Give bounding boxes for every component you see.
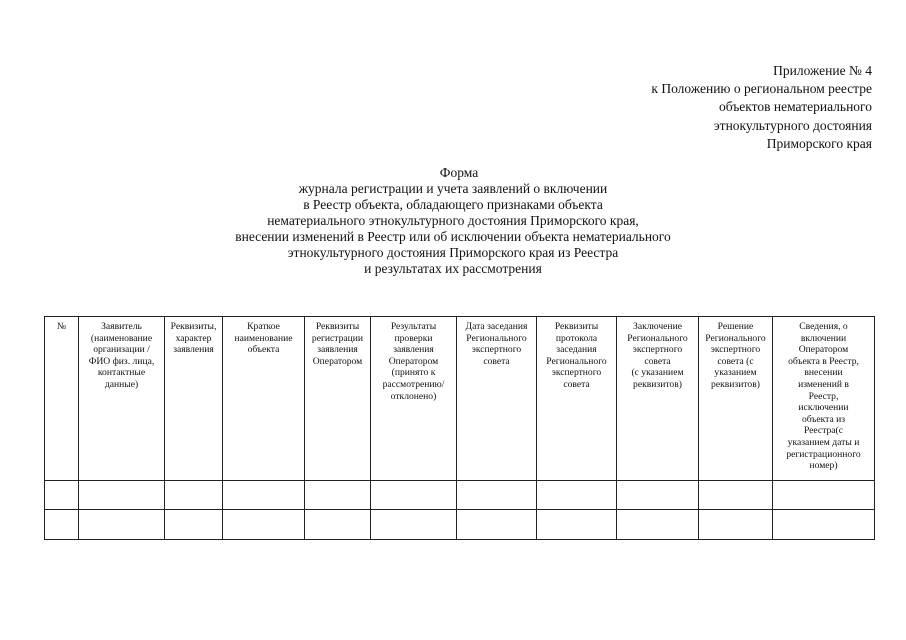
column-header-line: регистрационного bbox=[786, 448, 861, 460]
table-cell[interactable] bbox=[699, 481, 773, 510]
table-cell[interactable] bbox=[537, 481, 617, 510]
table-cell[interactable] bbox=[165, 481, 223, 510]
appendix-line: объектов нематериального bbox=[719, 99, 872, 115]
column-header-line: наименование bbox=[234, 332, 293, 344]
table-cell[interactable] bbox=[165, 510, 223, 540]
column-header-line: проверки bbox=[394, 332, 433, 344]
table-cell[interactable] bbox=[79, 481, 165, 510]
column-header-line: Сведения, о bbox=[799, 321, 848, 332]
column-header bbox=[305, 317, 371, 481]
column-header-line: заявления bbox=[173, 344, 214, 356]
table-cell[interactable] bbox=[45, 510, 79, 540]
column-header bbox=[617, 317, 699, 481]
column-header-line: исключении bbox=[798, 402, 849, 414]
column-header-line: заседания bbox=[556, 344, 597, 356]
column-header bbox=[773, 317, 875, 481]
column-header-line: Заключение bbox=[633, 321, 682, 332]
column-header-line: организации / bbox=[93, 344, 150, 356]
column-header-line: совета bbox=[483, 355, 510, 367]
column-header-line: Реквизиты bbox=[554, 321, 599, 332]
column-header bbox=[537, 317, 617, 481]
table-cell[interactable] bbox=[699, 510, 773, 540]
form-title-line: и результатах их рассмотрения bbox=[364, 261, 542, 276]
table-row bbox=[45, 510, 875, 540]
form-title-line: журнала регистрации и учета заявлений о включении bbox=[298, 181, 608, 196]
column-header-line: заявления bbox=[393, 344, 434, 356]
column-header-line: совета (с bbox=[717, 355, 754, 367]
table-cell[interactable] bbox=[457, 510, 537, 540]
column-header-line: экспертного bbox=[710, 344, 761, 356]
column-header-line: заявления bbox=[317, 344, 358, 356]
column-header-line: характер bbox=[175, 332, 212, 344]
column-header-line: реквизитов) bbox=[711, 378, 760, 390]
column-header-line: объекта в Реестр, bbox=[788, 355, 859, 367]
table-cell[interactable] bbox=[773, 510, 875, 540]
column-header-line: рассмотрению/ bbox=[382, 378, 445, 390]
column-header-line: (с указанием bbox=[631, 367, 684, 379]
table-cell[interactable] bbox=[305, 481, 371, 510]
column-header-line: указанием даты и bbox=[787, 436, 860, 448]
column-header-line: Краткое bbox=[247, 321, 280, 332]
column-header-line: объекта bbox=[247, 344, 280, 356]
form-title-line: этнокультурного достояния Приморского края из Реестра bbox=[287, 245, 619, 260]
column-header-line: номер) bbox=[809, 460, 838, 472]
column-header-line: объекта из bbox=[801, 413, 846, 425]
form-title-line: нематериального этнокультурного достояния Приморского края, bbox=[267, 213, 639, 228]
column-header bbox=[457, 317, 537, 481]
column-header bbox=[79, 317, 165, 481]
table-cell[interactable] bbox=[371, 481, 457, 510]
column-header-line: Оператором bbox=[388, 355, 439, 367]
column-header-line: экспертного bbox=[471, 344, 522, 356]
column-header-line: Дата заседания bbox=[465, 321, 528, 332]
column-header-line: Регионального bbox=[705, 332, 766, 344]
column-header-line: Решение bbox=[717, 321, 754, 332]
appendix-line: этнокультурного достояния bbox=[713, 117, 872, 133]
table-cell[interactable] bbox=[617, 510, 699, 540]
column-header-line: отклонено) bbox=[390, 390, 437, 402]
column-header-line: реквизитов) bbox=[633, 378, 682, 390]
column-header bbox=[371, 317, 457, 481]
column-header-line: № bbox=[56, 321, 67, 332]
registration-journal-table bbox=[44, 316, 875, 540]
table-cell[interactable] bbox=[617, 481, 699, 510]
column-header-line: Заявитель bbox=[101, 321, 142, 332]
form-title bbox=[0, 165, 906, 277]
column-header-line: данные) bbox=[104, 378, 139, 390]
column-header bbox=[223, 317, 305, 481]
table-row bbox=[45, 481, 875, 510]
column-header-line: совета bbox=[563, 378, 590, 390]
column-header-line: указанием bbox=[714, 367, 757, 379]
column-header bbox=[165, 317, 223, 481]
column-header-line: совета bbox=[644, 355, 671, 367]
table-header-row bbox=[45, 317, 875, 481]
column-header-line: внесении bbox=[804, 367, 843, 379]
column-header-line: ФИО физ. лица, bbox=[88, 355, 155, 367]
appendix-line: к Положению о региональном реестре bbox=[651, 81, 872, 97]
column-header-line: (наименование bbox=[90, 332, 153, 344]
column-header-line: Регионального bbox=[546, 355, 607, 367]
column-header-line: Реестр, bbox=[808, 390, 839, 402]
table-cell[interactable] bbox=[537, 510, 617, 540]
appendix-line: Приложение № 4 bbox=[773, 63, 872, 78]
column-header-line: (принято к bbox=[391, 367, 436, 379]
column-header-line: Реквизиты, bbox=[170, 321, 217, 332]
column-header-line: Регионального bbox=[466, 332, 527, 344]
column-header-line: экспертного bbox=[632, 344, 683, 356]
column-header-line: Реквизиты bbox=[315, 321, 360, 332]
column-header bbox=[699, 317, 773, 481]
column-header-line: контактные bbox=[97, 367, 146, 379]
table-cell[interactable] bbox=[305, 510, 371, 540]
form-title-line: внесении изменений в Реестр или об исключении объекта нематериального bbox=[235, 229, 671, 244]
table-cell[interactable] bbox=[79, 510, 165, 540]
column-header-line: включении bbox=[800, 332, 847, 344]
table-cell[interactable] bbox=[457, 481, 537, 510]
table-cell[interactable] bbox=[45, 481, 79, 510]
column-header-line: Оператором bbox=[312, 355, 363, 367]
table-cell[interactable] bbox=[223, 481, 305, 510]
column-header-line: изменений в bbox=[798, 378, 849, 390]
table-cell[interactable] bbox=[223, 510, 305, 540]
table-cell[interactable] bbox=[371, 510, 457, 540]
column-header-line: Результаты bbox=[390, 321, 437, 332]
column-header-line: Регионального bbox=[627, 332, 688, 344]
column-header-line: протокола bbox=[555, 332, 598, 344]
appendix-line: Приморского края bbox=[766, 135, 872, 151]
table-cell[interactable] bbox=[773, 481, 875, 510]
column-header-line: регистрации bbox=[311, 332, 364, 344]
appendix-header bbox=[651, 62, 872, 153]
column-header bbox=[45, 317, 79, 481]
column-header-line: экспертного bbox=[551, 367, 602, 379]
form-title-line: в Реестр объекта, обладающего признаками объекта bbox=[303, 197, 603, 212]
column-header-line: Оператором bbox=[798, 344, 849, 356]
column-header-line: Реестра(с bbox=[803, 425, 844, 437]
form-title-line: Форма bbox=[439, 165, 479, 180]
